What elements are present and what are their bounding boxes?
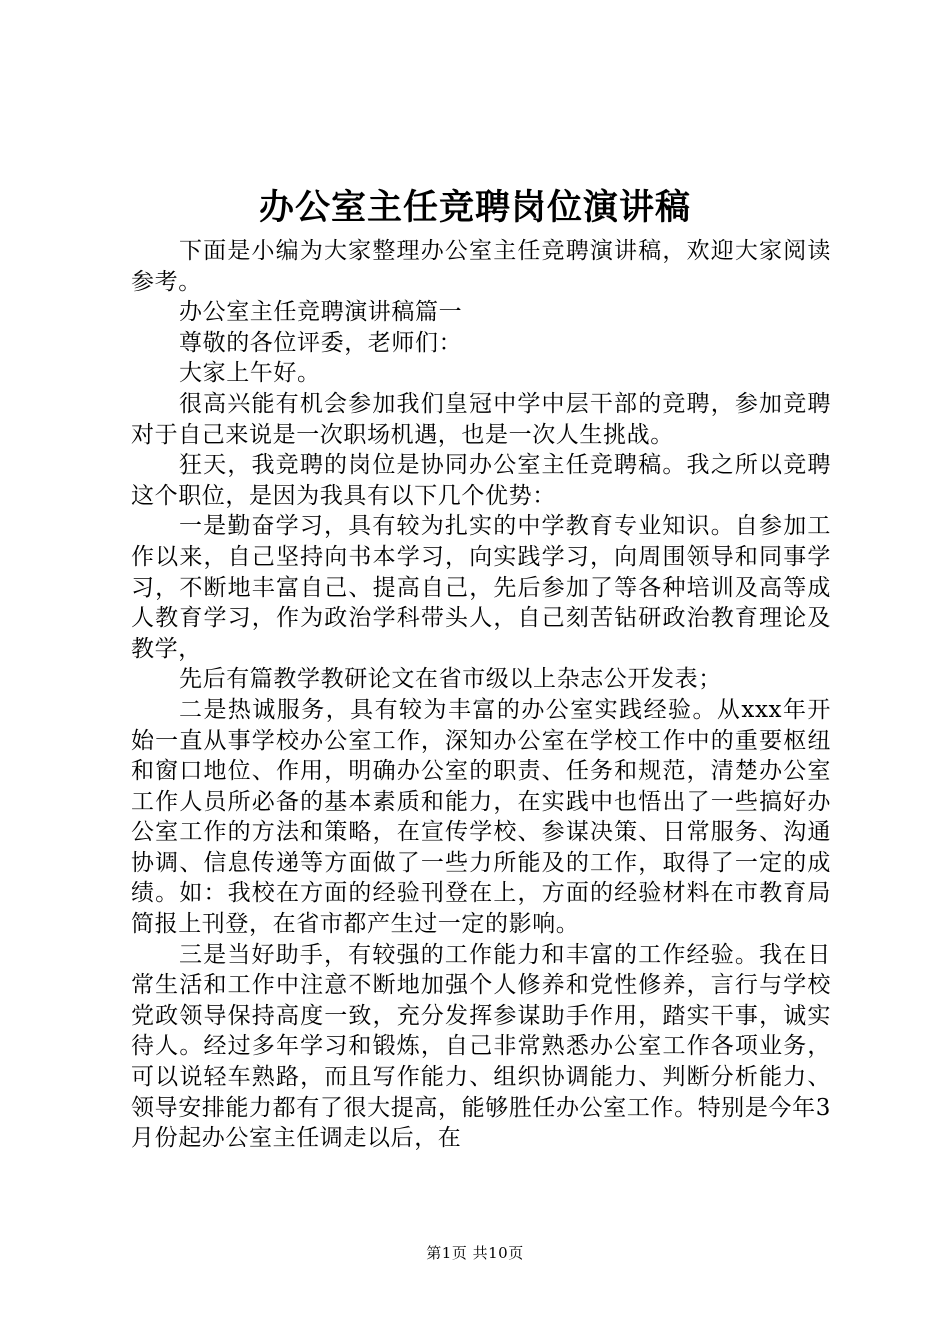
paragraph-opening: 很高兴能有机会参加我们皇冠中学中层干部的竞聘，参加竞聘对于自己来说是一次职场机遇，也是一次人生挑战。 — [131, 390, 831, 448]
paragraph-publications: 先后有篇教学教研论文在省市级以上杂志公开发表； — [179, 666, 722, 693]
paragraph-salutation: 尊敬的各位评委，老师们： — [179, 329, 463, 356]
document-title: 办公室主任竞聘岗位演讲稿 — [258, 187, 691, 228]
document-body — [131, 236, 831, 1154]
paragraph-position: 狂天，我竞聘的岗位是协同办公室主任竞聘稿。我之所以竞聘这个职位，是因为我具有以下几个优势： — [131, 452, 831, 509]
paragraph-advantage-three: 三是当好助手，有较强的工作能力和丰富的工作经验。我在日常生活和工作中注意不断地加强个人修养和党性修养，言行与学校党政领导保持高度一致，充分发挥参谋助手作用，踏实干事，诚实待人。经过多年学习和锻炼，自己非常熟悉办公室工作各项业务，可以说轻车熟路，而且写作能力、组织协调能力、判断分析能力、领导安排能力都有了很大提高，能够胜任办公室工作。特别是今年3月份起办公室主任调走以后，在 — [131, 941, 831, 1152]
paragraph-section-heading: 办公室主任竞聘演讲稿篇一 — [179, 299, 463, 326]
paragraph-intro: 下面是小编为大家整理办公室主任竞聘演讲稿，欢迎大家阅读参考。 — [131, 238, 831, 295]
paragraph-greeting: 大家上午好。 — [179, 360, 321, 387]
page-number-footer: 第1页 共10页 — [426, 1244, 524, 1262]
paragraph-advantage-two: 二是热诚服务，具有较为丰富的办公室实践经验。从xxx年开始一直从事学校办公室工作，深知办公室在学校工作中的重要枢纽和窗口地位、作用，明确办公室的职责、任务和规范，清楚办公室工作人员所必备的基本素质和能力，在实践中也悟出了一些搞好办公室工作的方法和策略，在宣传学校、参谋决策、日常服务、沟通协调、信息传递等方面做了一些力所能及的工作，取得了一定的成绩。如：我校在方面的经验刊登在上，方面的经验材料在市教育局简报上刊登，在省市都产生过一定的影响。 — [131, 696, 831, 938]
paragraph-advantage-one: 一是勤奋学习，具有较为扎实的中学教育专业知识。自参加工作以来，自己坚持向书本学习，向实践学习，向周围领导和同事学习，不断地丰富自己、提高自己，先后参加了等各种培训及高等成人教育学习，作为政治学科带头人，自己刻苦钻研政治教育理论及教学， — [131, 513, 831, 662]
